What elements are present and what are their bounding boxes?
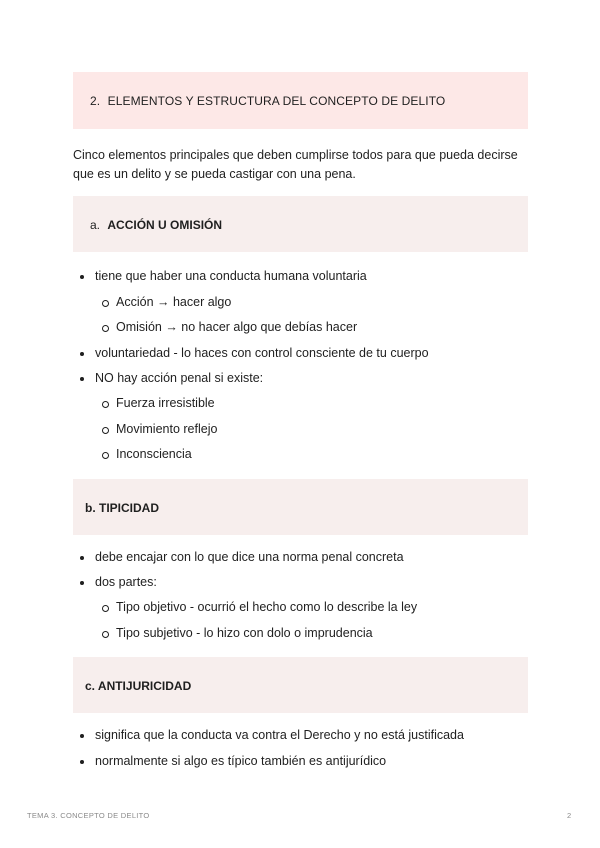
subsection-a-box <box>73 196 528 252</box>
page-number: 2 <box>567 811 572 820</box>
list-subitem: Acción → hacer algo <box>116 295 232 309</box>
list-item: tiene que haber una conducta humana voluntaria <box>95 269 367 283</box>
subsection-c-heading: c. ANTIJURICIDAD <box>85 679 192 693</box>
list-item: normalmente si algo es típico también es antijurídico <box>95 754 387 768</box>
list-item: NO hay acción penal si existe: <box>95 371 264 385</box>
list-subitem: Omisión → no hacer algo que debías hacer <box>116 320 358 334</box>
list-subitem: Fuerza irresistible <box>116 396 215 410</box>
intro-paragraph: Cinco elementos principales que deben cumplirse todos para que pueda decirse que es un delito y se pueda castigar con una pena. <box>73 148 518 181</box>
subsection-b-heading: b. TIPICIDAD <box>85 501 159 515</box>
section-heading: 2. ELEMENTOS Y ESTRUCTURA DEL CONCEPTO DE DELITO <box>90 94 446 108</box>
subsection-b-box <box>73 479 528 535</box>
subsection-a-heading: a. ACCIÓN U OMISIÓN <box>90 218 223 232</box>
list-item: dos partes: <box>95 575 157 589</box>
section-heading-box <box>73 72 528 129</box>
footer-title: TEMA 3. CONCEPTO DE DELITO <box>27 811 150 820</box>
list-item: significa que la conducta va contra el Derecho y no está justificada <box>95 728 464 742</box>
list-subitem: Tipo objetivo - ocurrió el hecho como lo describe la ley <box>116 600 418 614</box>
list-subitem: Tipo subjetivo - lo hizo con dolo o imprudencia <box>116 626 373 640</box>
list-item: voluntariedad - lo haces con control consciente de tu cuerpo <box>95 346 429 360</box>
subsection-c-box <box>73 657 528 713</box>
list-subitem: Movimiento reflejo <box>116 422 218 436</box>
list-subitem: Inconsciencia <box>116 447 192 461</box>
list-item: debe encajar con lo que dice una norma penal concreta <box>95 550 404 564</box>
